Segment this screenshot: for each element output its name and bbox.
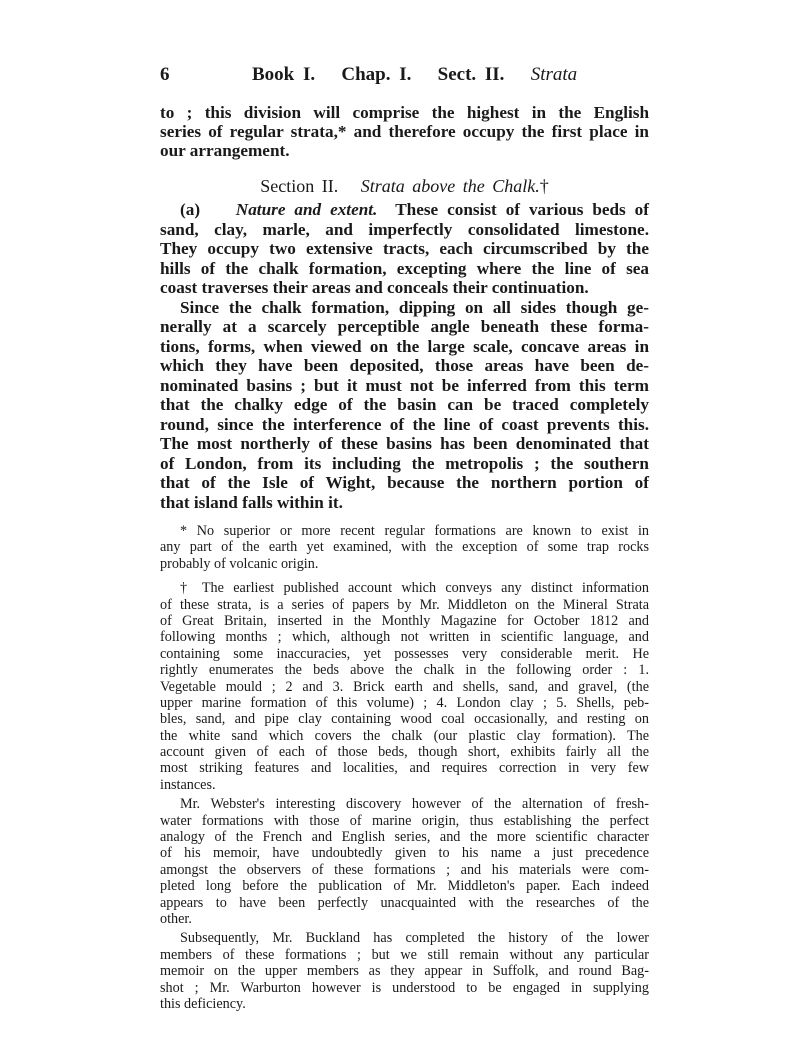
text-line: Since the chalk formation, dipping on all sides though ge- (180, 297, 649, 317)
footnote-line: analogy of the French and English series, and the more scientific character (160, 829, 649, 846)
text-line: of London, from its including the metropolis ; the southern (160, 453, 649, 473)
footnote-line: appears to have been perfectly unacquainted with the researches of the (160, 894, 649, 911)
footnotes (160, 523, 649, 1012)
footnote-line: Subsequently, Mr. Buckland has completed the history of the lower (180, 930, 649, 947)
footnote-line: † The earliest published account which conveys any distinct information (180, 580, 649, 597)
subheading-line (160, 200, 649, 220)
footnote-line: instances. (160, 776, 216, 793)
footnote-line: pleted long before the publication of Mr. Middleton's paper. Each indeed (160, 878, 649, 895)
footnote-mark: † (539, 176, 549, 196)
text-line: coast traverses their areas and conceals their continuation. (160, 278, 589, 297)
footnote-line: probably of volcanic origin. (160, 555, 319, 572)
section-title: Strata above the Chalk. (360, 176, 540, 196)
footnote-line: containing some inaccuracies, yet possesses very considerable merit. He (160, 645, 649, 662)
running-head (160, 64, 649, 90)
intro-paragraph (160, 103, 649, 160)
section-label: Section II. (260, 176, 339, 196)
footnote-line: the white sand which covers the chalk (our plastic clay formation). The (160, 727, 649, 744)
footnote-line: this deficiency. (160, 995, 246, 1012)
footnote-line: water formations with those of marine origin, thus establishing the perfect (160, 812, 649, 829)
footnote-dagger (160, 580, 649, 1012)
text-line: that the chalky edge of the basin can be traced completely (160, 395, 649, 414)
text-line: to ; this division will comprise the highest in the English (160, 103, 649, 122)
text-line: nerally at a scarcely perceptible angle beneath these forma- (160, 317, 649, 336)
text-line: our arrangement. (160, 141, 290, 161)
subhead-marker: (a) (180, 200, 201, 219)
footnote-line: of Great Britain, inserted in the Monthly Magazine for October 1812 and (160, 612, 649, 629)
footnote-line: amongst the observers of these formations ; and his materials were com- (160, 861, 649, 878)
footnote-line: memoir on the upper members as they appear in Suffolk, and round Bag- (160, 963, 649, 980)
text-line: series of regular strata,* and therefore occupy the first place in (160, 122, 649, 142)
text-line: nominated basins ; but it must not be inferred from this term (160, 375, 649, 395)
footnote-line: Vegetable mould ; 2 and 3. Brick earth and shells, sand, and gravel, (the (160, 678, 649, 695)
footnote-line: rightly enumerates the beds above the chalk in the following order : 1. (160, 662, 649, 679)
footnote-line: shot ; Mr. Warburton however is understood to be engaged in supplying (160, 979, 649, 996)
subhead-rest: These consist of various beds of (395, 200, 650, 219)
running-title (252, 64, 577, 86)
text-line: sand, clay, marle, and imperfectly consolidated limestone. (160, 219, 649, 239)
text-line: which they have been deposited, those areas have been de- (160, 356, 649, 375)
text-line: The most northerly of these basins has been denominated that (160, 434, 649, 453)
footnote-line: Mr. Webster's interesting discovery however of the alternation of fresh- (180, 796, 649, 813)
footnote-asterisk (160, 523, 649, 572)
footnote-line: members of these formations ; but we still remain without any particular (160, 946, 649, 963)
footnote-line: upper marine formation of this volume) ; 4. London clay ; 5. Shells, peb- (160, 694, 649, 711)
text-line: hills of the chalk formation, excepting where the line of sea (160, 258, 649, 278)
text-line: round, since the interference of the line of coast prevents this. (160, 414, 649, 434)
footnote-line: other. (160, 910, 192, 927)
footnote-line: of his memoir, have undoubtedly given to his name a just precedence (160, 845, 649, 862)
footnote-spacer (160, 572, 649, 580)
footnote-line: of these strata, is a series of papers by Mr. Middleton on the Mineral Strata (160, 596, 649, 613)
footnote-line: bles, sand, and pipe clay containing wood coal occasionally, and resting on (160, 711, 649, 728)
footnote-line: account given of each of those beds, though short, exhibits fairly all the (160, 744, 649, 761)
text-line: tions, forms, when viewed on the large scale, concave areas in (160, 336, 649, 356)
footnote-line: * No superior or more recent regular formations are known to exist in (180, 523, 649, 539)
text-line: They occupy two extensive tracts, each circumscribed by the (160, 239, 649, 258)
running-title-text: Book I. Chap. I. Sect. II. (252, 64, 505, 85)
text-line: that island falls within it. (160, 492, 343, 512)
section-body (160, 200, 649, 512)
running-title-italic: Strata (530, 64, 578, 85)
footnote-line: following months ; which, although not written in scientific language, and (160, 629, 649, 646)
footnote-line: any part of the earth yet examined, with the exception of some trap rocks (160, 539, 649, 556)
page-number: 6 (160, 64, 170, 85)
footnote-line: most striking features and localities, and requires correction in very few (160, 760, 649, 777)
subhead-title: Nature and extent. (235, 200, 378, 219)
section-heading (160, 176, 649, 197)
text-line: that of the Isle of Wight, because the northern portion of (160, 473, 649, 492)
